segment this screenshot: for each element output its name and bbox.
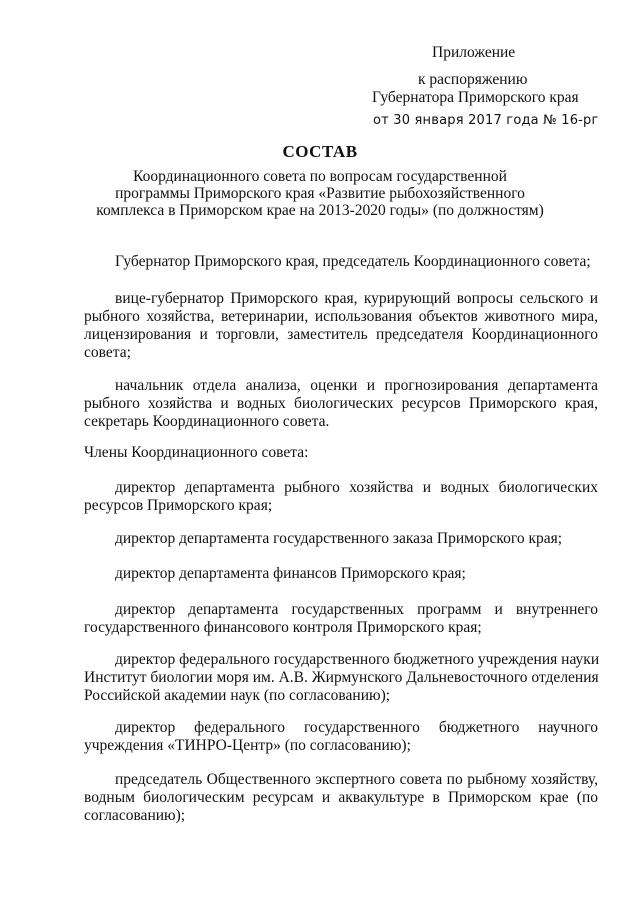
paragraph-line: водным биологическим ресурсам и аквакультуре в Приморском крае (по [84,789,598,806]
paragraph-line: согласованию); [84,807,186,824]
paragraph-line: государственного финансового контроля Приморского края; [84,619,482,636]
paragraph-line: учреждения «ТИНРО-Центр» (по согласованию); [84,737,411,754]
member-item [84,719,598,755]
subtitle-line: комплекса в Приморском крае на 2013-2020 годы» (по должностям) [96,202,544,219]
paragraph-line: директор департамента государственных программ и внутреннего [115,601,598,618]
paragraph-chairman [84,253,598,271]
member-item [84,651,598,705]
members-heading [84,444,598,462]
member-item [84,530,598,548]
order-reference: к распоряжению [418,71,528,88]
paragraph-secretary [84,377,598,431]
paragraph-line: директор департамента рыбного хозяйства и водных биологических [115,479,598,496]
member-item [84,771,598,825]
paragraph-line: директор департамента финансов Приморского края; [115,565,466,582]
paragraph-line: директор департамента государственного заказа Приморского края; [115,530,563,547]
paragraph-line: секретарь Координационного совета. [84,413,330,430]
member-item [84,601,598,637]
member-item [84,479,598,515]
paragraph-line: Губернатор Приморского края, председатель Координационного совета; [115,253,591,270]
paragraph-line: председатель Общественного экспертного совета по рыбному хозяйству, [115,771,598,788]
paragraph-line: ресурсов Приморского края; [84,497,273,514]
appendix-label: Приложение [432,44,516,61]
paragraph-line: Члены Координационного совета: [84,444,309,461]
paragraph-line: совета; [84,344,131,361]
member-item [84,565,598,583]
document-title: СОСТАВ [282,142,358,161]
paragraph-line: директор федерального государственного бюджетного учреждения науки [115,651,600,668]
subtitle-line: Координационного совета по вопросам государственной [133,168,507,185]
document-subtitle [60,168,580,219]
paragraph-line: лицензирования и торговли, заместитель председателя Координационного [84,326,598,343]
paragraph-line: начальник отдела анализа, оценки и прогнозирования департамента [115,377,598,394]
order-date-number: от 30 января 2017 года № 16-рг [373,113,599,128]
paragraph-line: рыбного хозяйства, ветеринарии, использования объектов животного мира, [84,308,598,325]
paragraph-line: вице-губернатор Приморского края, курирующий вопросы сельского и [115,290,598,307]
governor-reference: Губернатора Приморского края [372,89,579,106]
subtitle-line: программы Приморского края «Развитие рыбохозяйственного [115,185,525,202]
paragraph-line: Российской академии наук (по согласованию); [84,687,391,704]
paragraph-line: Институт биологии моря им. А.В. Жирмунского Дальневосточного отделения [84,669,599,686]
paragraph-line: директор федерального государственного бюджетного научного [115,719,598,736]
paragraph-deputy-chairman [84,290,598,362]
paragraph-line: рыбного хозяйства и водных биологических ресурсов Приморского края, [84,395,598,412]
